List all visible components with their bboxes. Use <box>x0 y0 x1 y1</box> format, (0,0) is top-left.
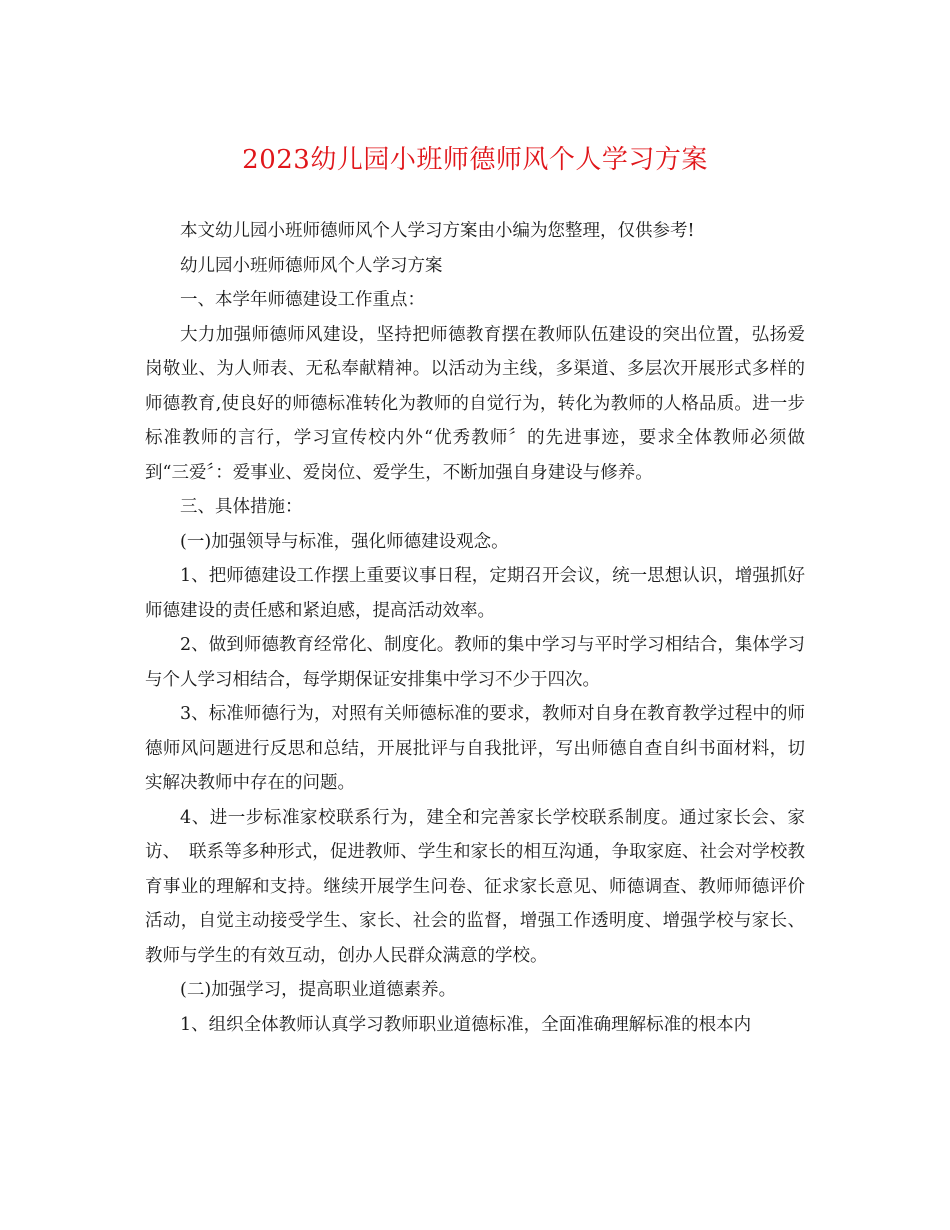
paragraph-intro: 本文幼儿园小班师德师风个人学习方案由小编为您整理，仅供参考! <box>180 221 695 241</box>
paragraph-subtitle: 幼儿园小班师德师风个人学习方案 <box>180 255 443 276</box>
paragraph-item-2: 2、做到师德教育经常化、制度化。教师的集中学习与平时学习相结合，集体学习与个人学习相结合，每学期保证安排集中学习不少于四次。 <box>145 635 805 690</box>
section-heading-focus: 一、本学年师德建设工作重点： <box>180 290 425 310</box>
paragraph-item-3: 3、标准师德行为，对照有关师德标准的要求，教师对自身在教育教学过程中的师德师风问题进行反思和总结，开展批评与自我批评，写出师德自查自纠书面材料，切实解决教师中存在的问题。 <box>145 704 805 793</box>
subsection-heading-leadership: (一)加强领导与标准，强化师德建设观念。 <box>180 531 509 552</box>
document-title: 2023幼儿园小班师德师风个人学习方案 <box>242 145 708 175</box>
subsection-heading-study: (二)加强学习，提高职业道德素养。 <box>180 980 457 1000</box>
paragraph-focus-body: 大力加强师德师风建设，坚持把师德教育摆在教师队伍建设的突出位置，弘扬爱岗敬业、为人师表、无私奉献精神。以活动为主线，多渠道、多层次开展形式多样的师德教育,使良好的师德标准转化为教师的自觉行为，转化为教师的人格品质。进一步标准教师的言行，学习宣传校内外“优秀教师〞的先进事迹，要求全体教师必须做到“三爱〞：爱事业、爱岗位、爱学生，不断加强自身建设与修养。 <box>145 324 805 483</box>
paragraph-study-item-1: 1、组织全体教师认真学习教师职业道德标准，全面准确理解标准的根本内 <box>180 1014 752 1035</box>
paragraph-item-4: 4、进一步标准家校联系行为，建全和完善家长学校联系制度。通过家长会、家访、 联系等多种形式，促进教师、学生和家长的相互沟通，争取家庭、社会对学校教育事业的理解和支持。继续开展学生问卷、征求家长意见、师德调查、教师师德评价活动，自觉主动接受学生、家长、社会的监督，增强工作透明度、增强学校与家长、教师与学生的有效互动，创办人民群众满意的学校。 <box>145 807 805 966</box>
paragraph-item-1: 1、把师德建设工作摆上重要议事日程，定期召开会议，统一思想认识，增强抓好师德建设的责任感和紧迫感，提高活动效率。 <box>145 566 805 621</box>
document-body <box>145 214 805 1042</box>
section-heading-measures: 三、具体措施： <box>180 497 303 517</box>
